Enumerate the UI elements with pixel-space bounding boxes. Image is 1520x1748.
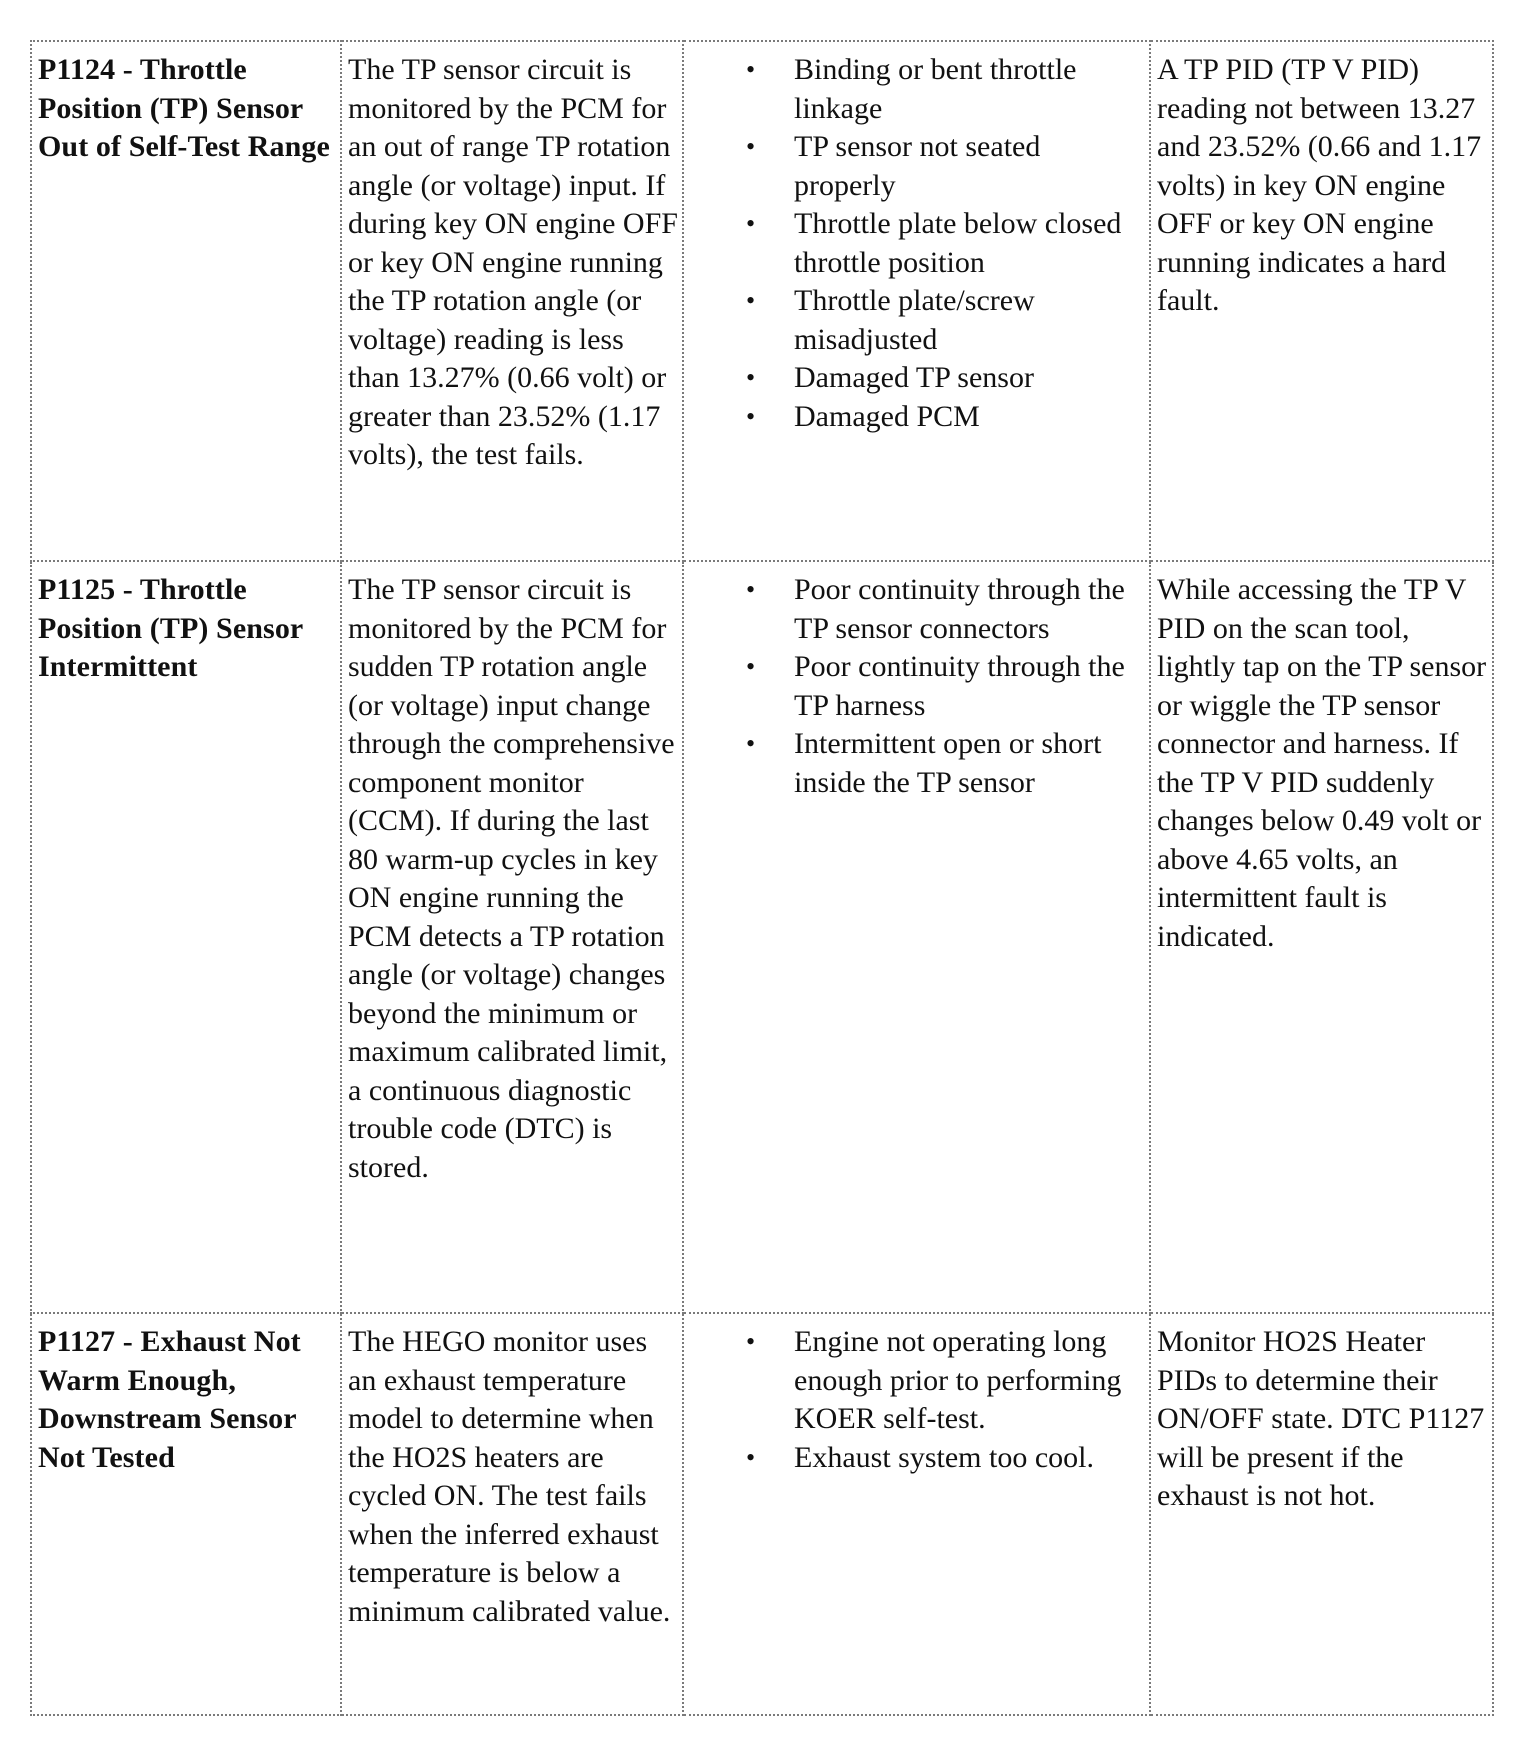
list-item: • Poor continuity through the TP harness: [690, 648, 1145, 725]
causes-cell: [683, 41, 1150, 561]
list-item: • Engine not operating long enough prior to performing KOER self-test.: [690, 1323, 1145, 1439]
description-cell: The HEGO monitor uses an exhaust temperature model to determine when the HO2S heaters are cycled ON. The test fails when the inferred exhaust temperature is below a minimum calibrated value.: [341, 1313, 683, 1715]
causes-list: [690, 51, 1145, 436]
dtc-code-cell: P1125 - Throttle Position (TP) Sensor Intermittent: [31, 561, 341, 1313]
causes-list: [690, 571, 1145, 802]
list-item: • Binding or bent throttle linkage: [690, 51, 1145, 128]
list-item: • Poor continuity through the TP sensor connectors: [690, 571, 1145, 648]
description-cell: The TP sensor circuit is monitored by the PCM for an out of range TP rotation angle (or voltage) input. If during key ON engine OFF or key ON engine running the TP rotation angle (or voltage) reading is less than 13.27% (0.66 volt) or greater than 23.52% (1.17 volts), the test fails.: [341, 41, 683, 561]
dtc-code-cell: P1127 - Exhaust Not Warm Enough, Downstream Sensor Not Tested: [31, 1313, 341, 1715]
list-item: • Throttle plate below closed throttle position: [690, 205, 1145, 282]
table-row: [31, 1313, 1493, 1715]
action-cell: Monitor HO2S Heater PIDs to determine their ON/OFF state. DTC P1127 will be present if the exhaust is not hot.: [1150, 1313, 1493, 1715]
table-row: [31, 561, 1493, 1313]
causes-cell: [683, 1313, 1150, 1715]
list-item: • Damaged TP sensor: [690, 359, 1145, 398]
dtc-table: [30, 40, 1494, 1716]
list-item: • Intermittent open or short inside the TP sensor: [690, 725, 1145, 802]
causes-cell: [683, 561, 1150, 1313]
list-item: • TP sensor not seated properly: [690, 128, 1145, 205]
table-row: [31, 41, 1493, 561]
document-page: [30, 40, 1492, 1716]
list-item: • Exhaust system too cool.: [690, 1439, 1145, 1478]
list-item: • Throttle plate/screw misadjusted: [690, 282, 1145, 359]
causes-list: [690, 1323, 1145, 1477]
dtc-code-cell: P1124 - Throttle Position (TP) Sensor Out of Self-Test Range: [31, 41, 341, 561]
list-item: • Damaged PCM: [690, 398, 1145, 437]
action-cell: While accessing the TP V PID on the scan tool, lightly tap on the TP sensor or wiggle the TP sensor connector and harness. If the TP V PID suddenly changes below 0.49 volt or above 4.65 volts, an intermittent fault is indicated.: [1150, 561, 1493, 1313]
action-cell: A TP PID (TP V PID) reading not between 13.27 and 23.52% (0.66 and 1.17 volts) in key ON engine OFF or key ON engine running indicates a hard fault.: [1150, 41, 1493, 561]
description-cell: The TP sensor circuit is monitored by the PCM for sudden TP rotation angle (or voltage) input change through the comprehensive component monitor (CCM). If during the last 80 warm-up cycles in key ON engine running the PCM detects a TP rotation angle (or voltage) changes beyond the minimum or maximum calibrated limit, a continuous diagnostic trouble code (DTC) is stored.: [341, 561, 683, 1313]
